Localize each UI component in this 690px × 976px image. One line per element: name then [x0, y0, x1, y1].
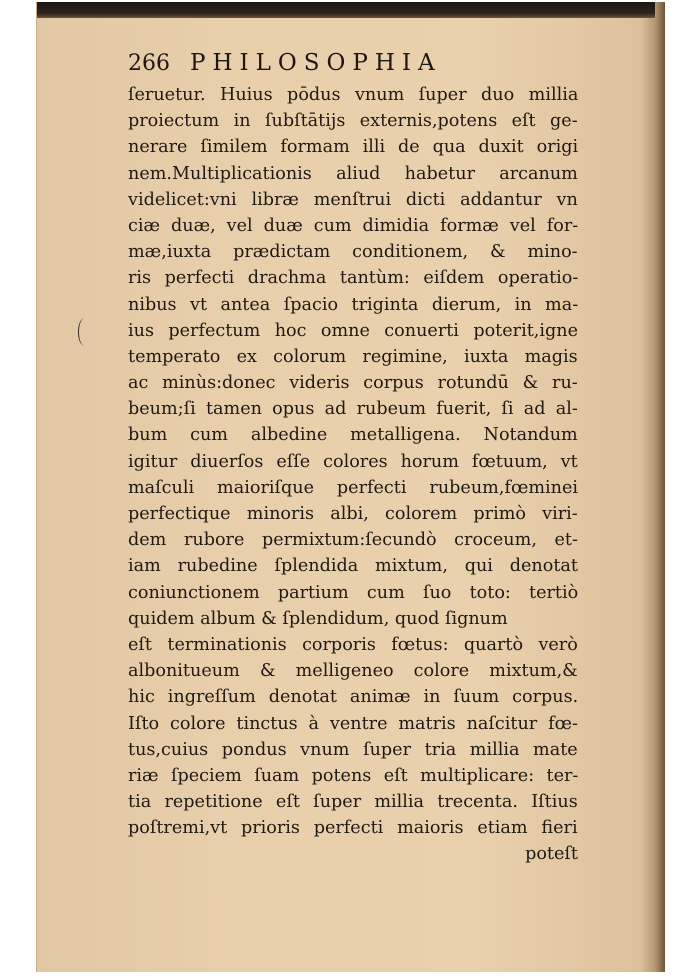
text-line: videlicet:vni libræ menſtrui dicti addantur vn: [128, 189, 578, 210]
text-line: nem.Multiplicationis aliud habetur arcanum: [128, 163, 578, 184]
text-line: ius perfectum hoc omne conuerti poterit,igne: [128, 320, 578, 341]
margin-bracket-mark: [78, 318, 91, 346]
text-line: coniunctionem partium cum ſuo toto: tertiò: [128, 582, 578, 603]
text-line: mæ,iuxta prædictam conditionem, & mino-: [128, 242, 578, 263]
text-line: perfectique minoris albi, colorem primò viri-: [128, 504, 578, 524]
page-number: 266: [128, 51, 170, 76]
text-line: maſculi maioriſque perfecti rubeum,fœminei: [128, 477, 578, 498]
text-block: [128, 82, 578, 868]
text-line: temperato ex colorum regimine, iuxta magis: [128, 346, 578, 367]
text-line: beum;ſi tamen opus ad rubeum fuerit, ſi ad al-: [128, 399, 578, 420]
text-line: riæ ſpeciem ſuam potens eſt multiplicare: ter-: [128, 765, 578, 786]
binding-top-edge: [37, 2, 665, 18]
text-line: ris perfecti drachma tantùm: eiſdem operatio-: [128, 268, 578, 289]
page-header: [128, 50, 442, 76]
text-line: proiectum in ſubſtātijs externis,potens eſt ge-: [128, 111, 578, 132]
text-line: poſtremi,vt prioris perfecti maioris etiam fieri: [128, 818, 578, 839]
text-line: nibus vt antea ſpacio triginta dierum, in ma-: [128, 294, 578, 315]
text-line: tia repetitione eſt ſuper millia trecenta. Iſtius: [128, 792, 578, 813]
text-line: nerare ſimilem formam illi de qua duxit origi: [128, 137, 578, 158]
text-line: ac minùs:donec videris corpus rotundū & ru-: [128, 373, 578, 394]
text-line: iam rubedine ſplendida mixtum, qui denotat: [128, 556, 578, 577]
text-line: tus,cuius pondus vnum ſuper tria millia mate: [128, 739, 578, 760]
text-line: dem rubore permixtum:ſecundò croceum, et-: [128, 530, 578, 551]
text-line: ciæ duæ, vel duæ cum dimidia formæ vel for-: [128, 215, 578, 236]
text-line: albonitueum & melligeneo colore mixtum,&: [128, 661, 578, 682]
text-line: eſt terminationis corporis fœtus: quartò verò: [128, 634, 578, 655]
running-title: PHILOSOPHIA: [190, 50, 442, 76]
page-gutter-shadow: [655, 2, 665, 972]
text-line: Iſto colore tinctus à ventre matris naſcitur fœ-: [128, 713, 578, 734]
text-line: hic ingreſſum denotat animæ in ſuum corpus.: [128, 687, 578, 708]
text-line: bum cum albedine metalligena. Notandum: [128, 425, 578, 446]
text-line: ſeruetur. Huius pōdus vnum ſuper duo millia: [128, 85, 578, 105]
text-line: igitur diuerſos eſſe colores horum fœtuum, vt: [128, 451, 578, 472]
catchword: poteſt: [525, 844, 578, 865]
text-line: quidem album & ſplendidum, quod ſignum: [128, 608, 508, 629]
